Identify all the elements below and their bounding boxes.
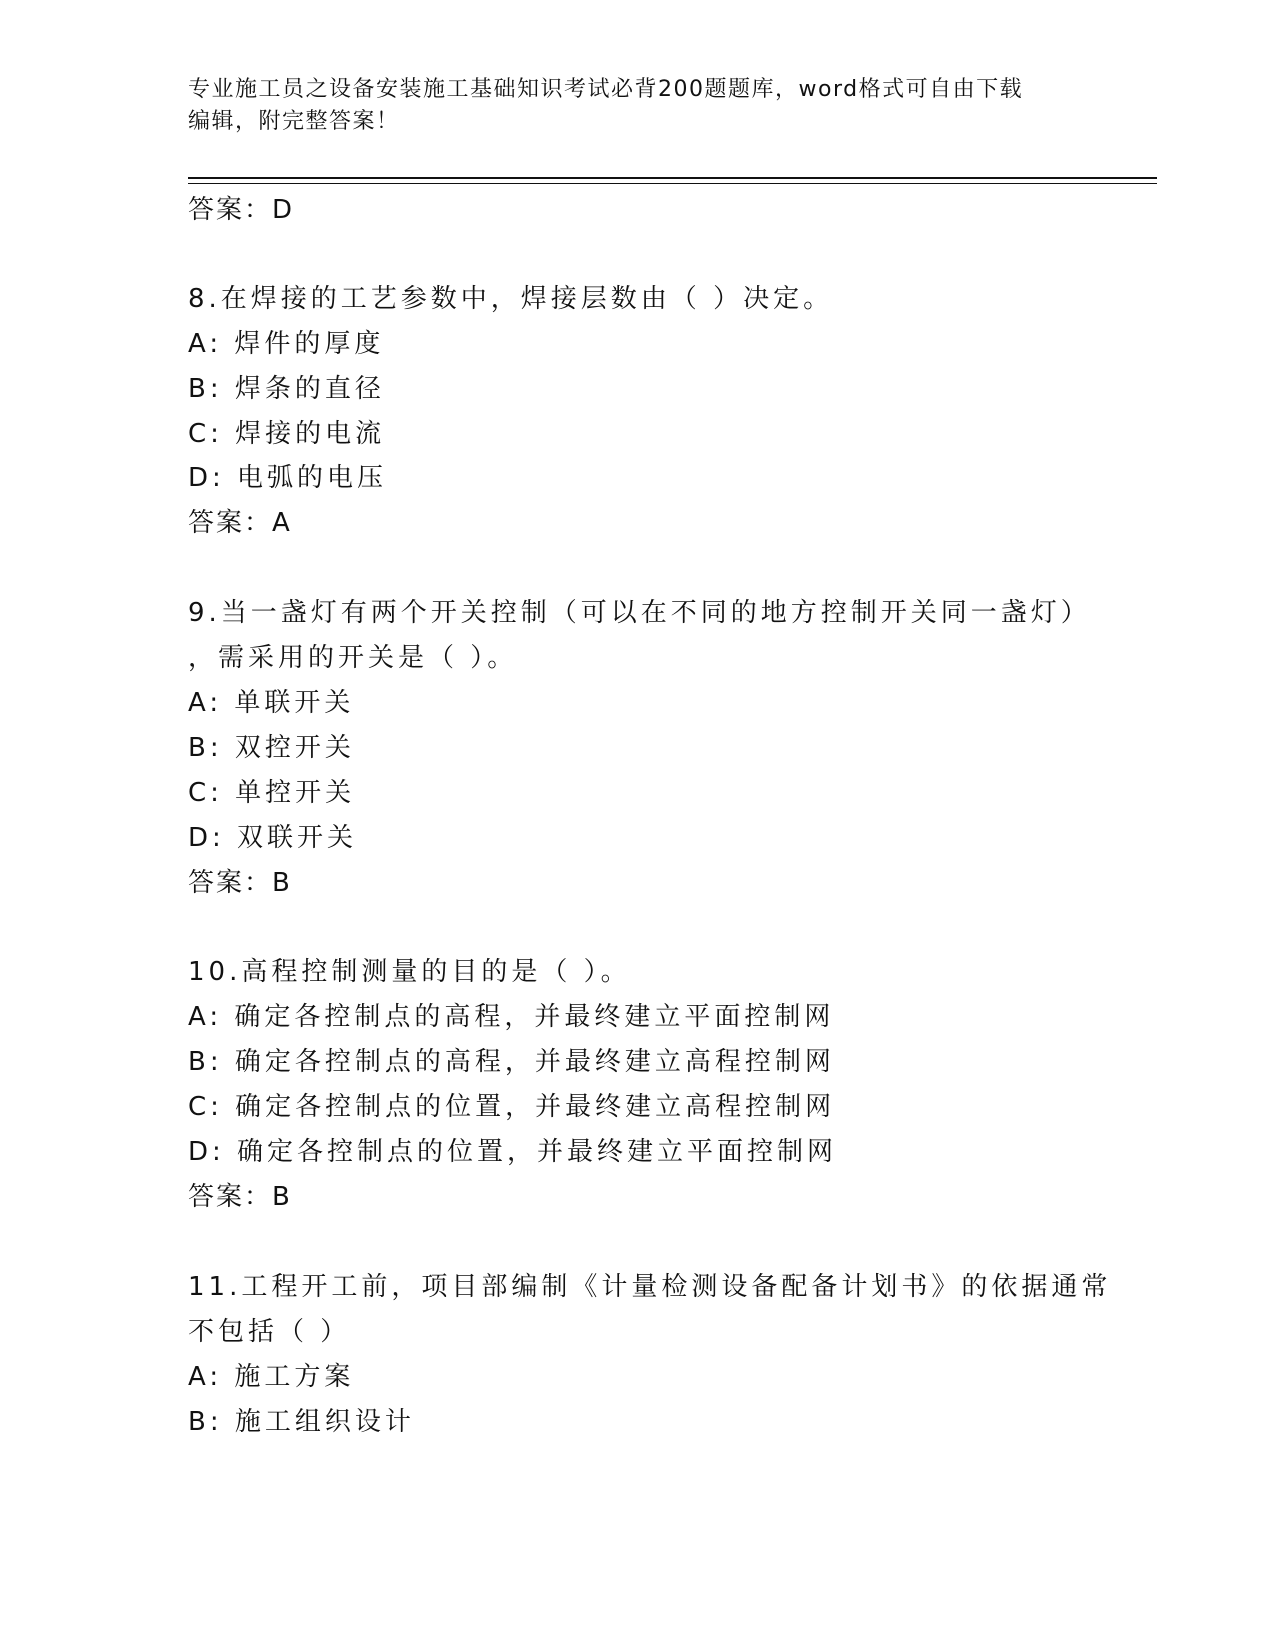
question-8-option-c: C: 焊接的电流 [188,419,386,449]
question-9-option-c: C: 单控开关 [188,778,356,808]
question-10-option-b: B: 确定各控制点的高程，并最终建立高程控制网 [188,1047,835,1077]
question-8-answer: 答案：A [188,508,292,538]
question-9-option-b: B: 双控开关 [188,733,355,763]
question-10-option-c: C: 确定各控制点的位置，并最终建立高程控制网 [188,1092,836,1122]
question-10-option-a: A: 确定各控制点的高程，并最终建立平面控制网 [188,1002,835,1032]
question-11-option-b: B: 施工组织设计 [188,1407,415,1437]
question-9-stem-line-2: ，需采用的开关是（ ）。 [188,643,518,673]
question-8-stem: 8.在焊接的工艺参数中，焊接层数由（ ）决定。 [188,284,834,314]
header-divider-thick [188,177,1157,179]
question-9-option-d: D: 双联开关 [188,823,358,853]
header-line-2: 编辑，附完整答案！ [188,109,400,134]
header-divider-thin [188,183,1157,184]
question-10-answer: 答案：B [188,1182,292,1212]
question-9-option-a: A: 单联开关 [188,688,355,718]
question-9-answer: 答案：B [188,868,292,898]
question-10-stem: 10.高程控制测量的目的是（ ）。 [188,957,631,987]
header-line-1: 专业施工员之设备安装施工基础知识考试必背200题题库，word格式可自由下载 [188,77,1024,102]
document-header [188,74,1088,138]
question-11-stem-line-2: 不包括（ ） [188,1317,351,1347]
question-8-option-b: B: 焊条的直径 [188,374,385,404]
question-11-stem-line-1: 11.工程开工前，项目部编制《计量检测设备配备计划书》的依据通常 [188,1272,1112,1302]
question-10-option-d: D: 确定各控制点的位置，并最终建立平面控制网 [188,1137,838,1167]
question-11-option-a: A: 施工方案 [188,1362,355,1392]
question-8-option-d: D: 电弧的电压 [188,463,388,493]
question-9-stem-line-1: 9.当一盏灯有两个开关控制（可以在不同的地方控制开关同一盏灯） [188,598,1091,628]
previous-answer: 答案：D [188,195,295,225]
question-8-option-a: A: 焊件的厚度 [188,329,385,359]
